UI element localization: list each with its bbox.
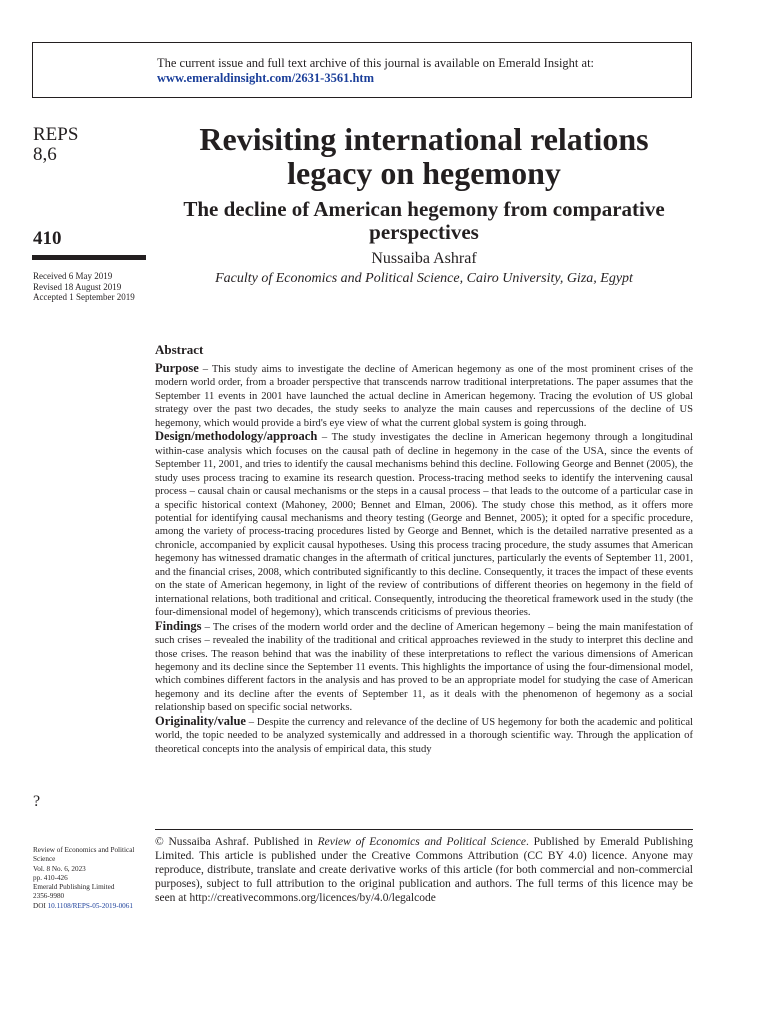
abstract-heading: Abstract [155, 342, 204, 357]
journal-publisher: Emerald Publishing Limited [33, 883, 115, 892]
article-dates [33, 271, 135, 303]
doi-link[interactable]: 10.1108/REPS-05-2019-0061 [47, 901, 133, 910]
page-number: 410 [33, 228, 62, 249]
abstract-purpose [155, 362, 693, 430]
license-text-part2: . Published by Emerald Publishing Limited. This article is published under the Creative Commons Attribution (CC BY 4.0) licence. Anyone may reproduce, distribute, translate and create derivative works of this article (for both commercial and non-commercial purposes), subject to full attribution to the original publication and authors. The full terms of this licence may be seen at http://creativecommons.org/licences/by/4.0/legalcode [155, 836, 693, 904]
abstract-originality [155, 715, 693, 756]
author-name: Nussaiba Ashraf [371, 250, 477, 267]
author-affiliation: Faculty of Economics and Political Science, Cairo University, Giza, Egypt [215, 271, 633, 286]
license-divider [155, 829, 693, 830]
abstract-findings [155, 620, 693, 715]
doi-label: DOI [33, 901, 46, 910]
section-label: Findings [155, 618, 202, 633]
license-text-part1: © Nussaiba Ashraf. Published in [155, 836, 318, 848]
doi-line [33, 902, 149, 911]
page-number-rule [32, 255, 146, 260]
accepted-date: Accepted 1 September 2019 [33, 292, 135, 302]
section-text: – The study investigates the decline in American hegemony through a longitudinal within-case analysis which focuses on the causal path of decline in hegemony in the case of the USA, since the events of September 11, 2001, and tries to identify the causal mechanisms behind this decline. Following George and Bennet (2005), the study uses process tracing to examine its research question. Process-tracing method seeks to identify the intervening causal process – causal chain or causal mechanisms or the steps in a causal process – that leads to the outcome of a particular case in a specific historical context (Mahoney, 2000; Bennet and Elman, 2006). The study chose this method, as it offers more potential for identifying causal mechanisms and theory testing (George and Bennet, 2005); it opted for a specific procedure, among the variety of process-tracing procedures listed by George and Bennet, which is the detailed narrative presented as a chronicle, accompanied by explicit causal hypotheses. Using this process tracing procedure, the study assumes that American hegemony has witnessed dramatic changes in the aftermath of critical junctures, particularly the events of September 11, 2001, and the financial crises, 2008, which contributed significantly to this decline. Consequently, it traces the impact of these events on the state of American hegemony, in light of the review of contributions of different theories on hegemony in the field of international relations, both traditional and critical. Consequently, introducing the theoretical framework used in the study (the four-dimensional model of hegemony), which transcends criticisms of previous theories. [155, 432, 693, 619]
journal-citation-info [33, 846, 149, 911]
revised-date: Revised 18 August 2019 [33, 281, 122, 292]
volume-issue: 8,6 [33, 144, 57, 165]
abstract-body [155, 362, 693, 756]
journal-url-link[interactable]: www.emeraldinsight.com/2631-3561.htm [157, 71, 374, 85]
journal-notice-box [32, 42, 692, 98]
journal-name: Review of Economics and Political Science [33, 846, 135, 864]
section-label: Purpose [155, 361, 199, 375]
license-statement [155, 835, 693, 905]
abstract-design [155, 430, 693, 619]
journal-pages: pp. 410-426 [33, 873, 68, 882]
article-subtitle: The decline of American hegemony from comparative perspectives [183, 197, 665, 244]
notice-text: The current issue and full text archive of this journal is available on Emerald Insight at: [157, 56, 595, 70]
article-title: Revisiting international relations legacy on hegemony [199, 121, 649, 191]
license-journal-name: Review of Economics and Political Science [317, 836, 527, 848]
margin-marker: ? [33, 793, 41, 810]
section-label: Design/methodology/approach [155, 429, 318, 444]
journal-issn: 2356-9980 [33, 892, 65, 901]
journal-vol-issue: Vol. 8 No. 6, 2023 [33, 864, 86, 873]
journal-code: REPS [33, 124, 79, 145]
section-text: – This study aims to investigate the decline of American hegemony as one of the most prominent crises of the modern world order, from a broader perspective that transcends narrow traditional interpretations. The paper assumes that the September 11 events in 2001 have launched the actual decline in American hegemony. Tracing the evolution of US global strategy over the past two decades, the study seeks to analyze the main causes and repercussions of the decline of US hegemony, which would provide a bird's eye view of what the current global system is going through. [155, 364, 693, 429]
section-label: Originality/value [155, 713, 246, 728]
section-text: – Despite the currency and relevance of the decline of US hegemony for both the academic and political world, the topic needed to be analyzed systemically and addressed in a thorough scientific way. Through the application of theoretical concepts into the analysis of empirical data, this study [155, 716, 693, 755]
received-date: Received 6 May 2019 [33, 271, 113, 281]
section-text: – The crises of the modern world order and the decline of American hegemony – being the main manifestation of such crises – revealed the inability of the traditional and critical approaches reviewed in the study to interpret this decline and those crises. The reason behind that was the inability of these interpretations to reflect the various dimensions of American hegemony and its decline since the September 11 events. This highlights the importance of using the four-dimensional model, which combines different factors in the analysis and has proved to be an appropriate model for studying the case of American hegemony and its decline after the events of September 11, as it deals with the phenomenon of hegemony as a social relationship based on specific social networks. [155, 621, 693, 714]
